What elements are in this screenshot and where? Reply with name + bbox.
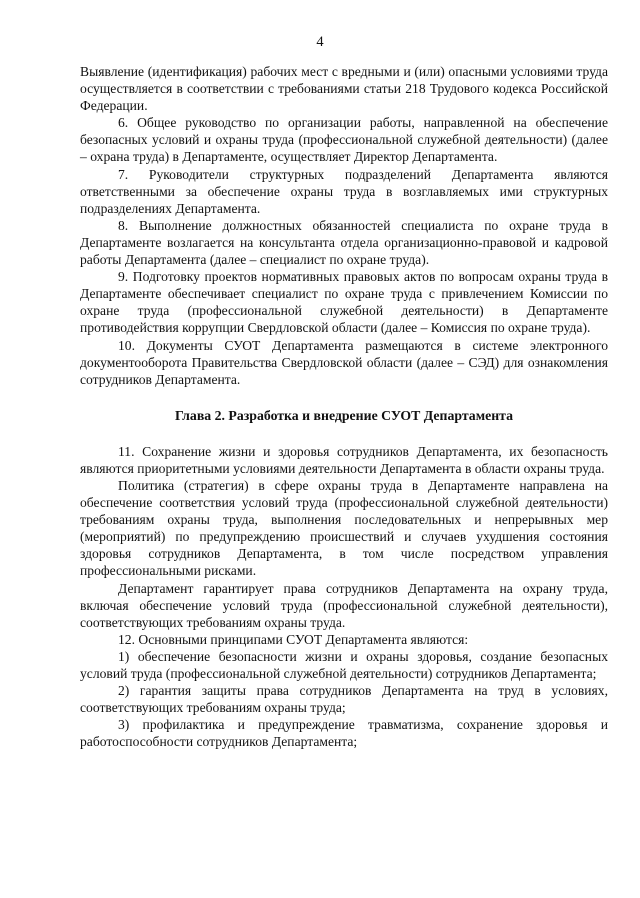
paragraph-7: 7. Руководители структурных подразделений Департамента являются ответственными за обеспечение охраны труда в возглавляемых ими структурных подразделениях Департамента. bbox=[80, 166, 608, 216]
paragraph-10: 10. Документы СУОТ Департамента размещаются в системе электронного документооборота Правительства Свердловской области (далее – СЭД) для ознакомления сотрудников Департамента. bbox=[80, 337, 608, 387]
principle-3: 3) профилактика и предупреждение травматизма, сохранение здоровья и работоспособности сотрудников Департамента; bbox=[80, 717, 608, 750]
paragraph-continuation: Выявление (идентификация) рабочих мест с вредными и (или) опасными условиями труда осуществляется в соответствии с требованиями статьи 218 Трудового кодекса Российской Федерации. bbox=[80, 64, 608, 114]
paragraph-8: 8. Выполнение должностных обязанностей специалиста по охране труда в Департаменте возлагается на консультанта отдела организационно-правовой и кадровой работы Департамента (далее – специалист по охране труда). bbox=[80, 217, 608, 268]
document-body bbox=[80, 63, 608, 750]
principle-1: 1) обеспечение безопасности жизни и охраны здоровья, создание безопасных условий труда (профессиональной служебной деятельности) сотрудников Департамента; bbox=[80, 648, 608, 681]
paragraph-policy: Политика (стратегия) в сфере охраны труда в Департаменте направлена на обеспечение соответствия условий труда (профессиональной служебной деятельности) требованиям охраны труда, выполнения последовательных и непрерывных мер (мероприятий) по предупреждению происшествий и случаев ухудшения состояния здоровья сотрудников Департамента, в том числе посредством управления профессиональными рисками. bbox=[80, 477, 608, 579]
paragraph-9: 9. Подготовку проектов нормативных правовых актов по вопросам охраны труда в Департаменте обеспечивает специалист по охране труда с привлечением Комиссии по охране труда (профессиональной служебной деятельности) в Департаменте противодействия коррупции Свердловской области (далее – Комиссия по охране труда). bbox=[80, 269, 608, 336]
paragraph-11: 11. Сохранение жизни и здоровья сотрудников Департамента, их безопасность являются приоритетными условиями деятельности Департамента в области охраны труда. bbox=[80, 443, 608, 476]
chapter-title: Глава 2. Разработка и внедрение СУОТ Департамента bbox=[174, 407, 514, 423]
page-number: 4 bbox=[316, 34, 324, 50]
paragraph-guarantee: Департамент гарантирует права сотрудников Департамента на охрану труда, включая обеспечение условий труда (профессиональной служебной деятельности), соответствующих требованиям охраны труда. bbox=[80, 580, 608, 630]
principle-2: 2) гарантия защиты права сотрудников Департамента на труд в условиях, соответствующих требованиям охраны труда; bbox=[80, 683, 608, 716]
paragraph-6: 6. Общее руководство по организации работы, направленной на обеспечение безопасных условий и охраны труда (профессиональной служебной деятельности) (далее – охрана труда) в Департаменте, осуществляет Директор Департамента. bbox=[80, 115, 608, 165]
paragraph-12: 12. Основными принципами СУОТ Департамента являются: bbox=[118, 631, 469, 647]
